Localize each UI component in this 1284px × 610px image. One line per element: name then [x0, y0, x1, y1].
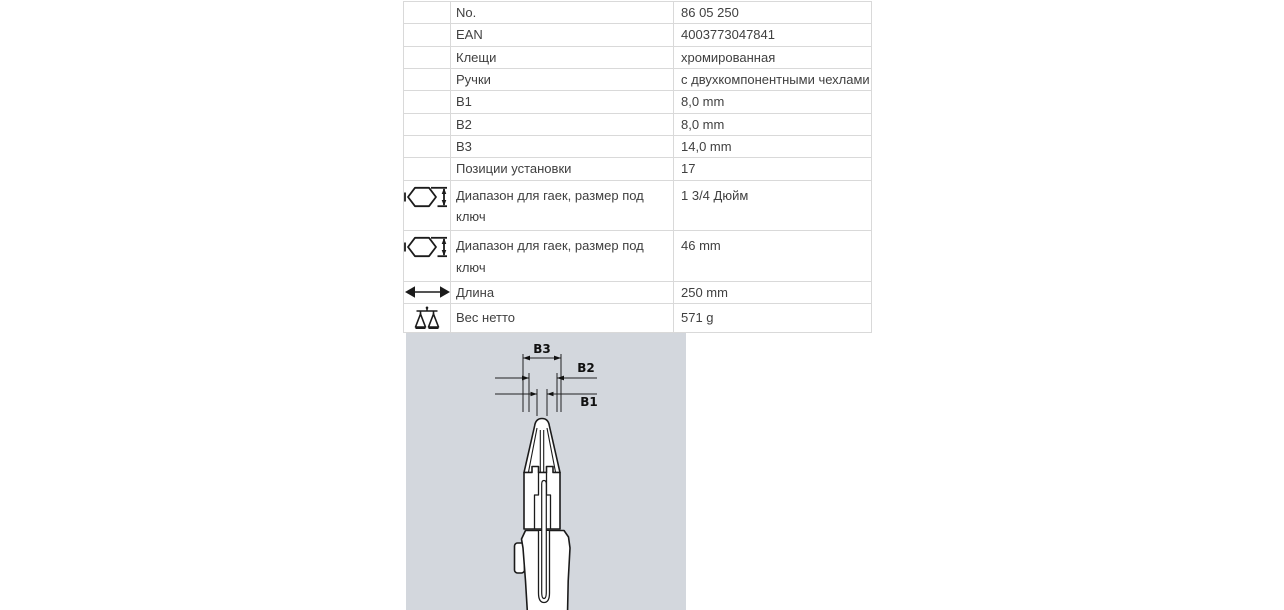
label-cell	[451, 2, 673, 23]
value-cell	[673, 282, 871, 303]
row-value: хромированная	[681, 49, 776, 65]
pliers-dimension-diagram	[406, 333, 686, 610]
icon-cell	[404, 304, 451, 332]
value-cell	[673, 304, 871, 332]
row-value: 14,0 mm	[681, 138, 732, 154]
label-cell	[451, 158, 673, 179]
row-value: 571 g	[681, 310, 714, 326]
icon-cell	[404, 24, 451, 45]
value-cell	[673, 231, 871, 281]
row-label: B2	[456, 116, 472, 132]
label-cell	[451, 181, 673, 231]
row-label: Длина	[456, 284, 495, 300]
table-row	[404, 113, 871, 135]
row-label: B1	[456, 94, 472, 110]
row-value: 4003773047841	[681, 27, 775, 43]
nut-size-range-icon	[404, 184, 450, 210]
pliers-diagram-svg	[406, 333, 686, 610]
length-icon	[405, 285, 450, 299]
label-cell	[451, 304, 673, 332]
row-value: 17	[681, 161, 696, 177]
row-value: 250 mm	[681, 284, 728, 300]
icon-cell	[404, 158, 451, 179]
table-row	[404, 135, 871, 157]
spec-table	[403, 1, 872, 333]
table-row	[404, 157, 871, 179]
row-value: 86 05 250	[681, 4, 739, 20]
row-label: Ручки	[456, 71, 491, 87]
row-value: 46 mm	[681, 238, 721, 254]
label-cell	[451, 136, 673, 157]
nut-size-range-icon	[404, 234, 450, 260]
value-cell	[673, 47, 871, 68]
icon-cell	[404, 231, 451, 281]
row-label: Диапазон для гаек, размер под ключ	[456, 187, 644, 225]
icon-cell	[404, 136, 451, 157]
value-cell	[673, 24, 871, 45]
icon-cell	[404, 282, 451, 303]
label-cell	[451, 231, 673, 281]
row-label: Клещи	[456, 49, 497, 65]
row-value: 1 3/4 Дюйм	[681, 187, 749, 203]
value-cell	[673, 158, 871, 179]
table-row	[404, 23, 871, 45]
value-cell	[673, 91, 871, 112]
label-b3: B3	[533, 342, 551, 356]
table-row	[404, 281, 871, 303]
row-label: B3	[456, 138, 472, 154]
pliers-lever	[542, 481, 547, 599]
label-cell	[451, 114, 673, 135]
label-cell	[451, 24, 673, 45]
label-b1: B1	[580, 395, 598, 409]
value-cell	[673, 69, 871, 90]
icon-cell	[404, 2, 451, 23]
row-label: EAN	[456, 27, 483, 43]
row-value: 8,0 mm	[681, 116, 725, 132]
value-cell	[673, 2, 871, 23]
icon-cell	[404, 69, 451, 90]
row-label: Позиции установки	[456, 161, 572, 177]
value-cell	[673, 181, 871, 231]
row-label: Диапазон для гаек, размер под ключ	[456, 238, 644, 275]
table-row	[404, 180, 871, 231]
value-cell	[673, 114, 871, 135]
table-row	[404, 46, 871, 68]
icon-cell	[404, 114, 451, 135]
table-row	[404, 90, 871, 112]
label-cell	[451, 91, 673, 112]
icon-cell	[404, 181, 451, 231]
icon-cell	[404, 47, 451, 68]
table-row	[404, 68, 871, 90]
table-row	[404, 303, 871, 332]
label-cell	[451, 47, 673, 68]
label-cell	[451, 69, 673, 90]
row-value: с двухкомпонентными чехлами	[681, 71, 870, 87]
icon-cell	[404, 91, 451, 112]
weight-icon	[413, 306, 441, 331]
table-row	[404, 1, 871, 23]
value-cell	[673, 136, 871, 157]
label-b2: B2	[577, 361, 595, 375]
row-value: 8,0 mm	[681, 94, 725, 110]
label-cell	[451, 282, 673, 303]
table-row	[404, 230, 871, 281]
row-label: No.	[456, 4, 477, 20]
row-label: Вес нетто	[456, 310, 515, 326]
